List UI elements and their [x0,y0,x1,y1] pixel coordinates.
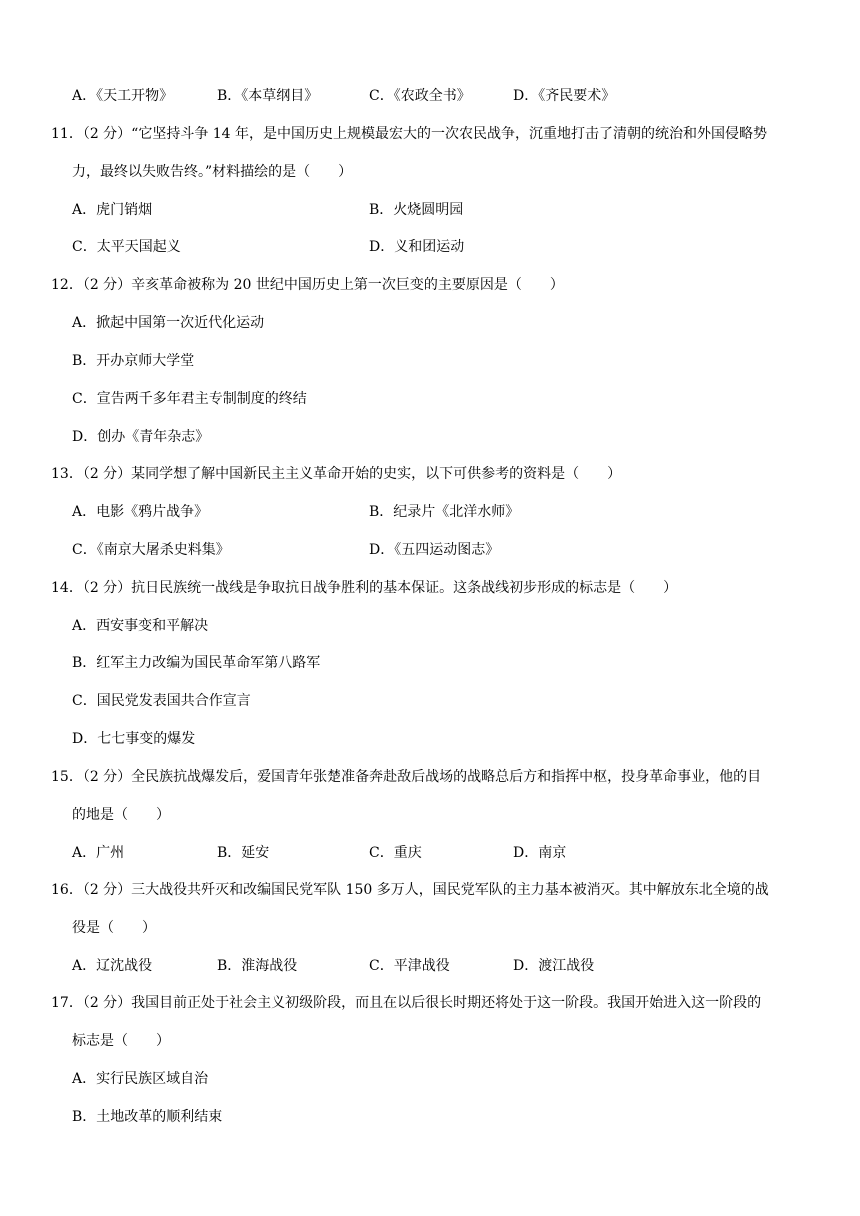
q16-option-d: D．渡江战役 [513,958,595,974]
q16-option-c: C．平津战役 [369,958,450,974]
q15-option-b: B．延安 [217,845,270,861]
q13-option-a: A．电影《鸦片战争》 [72,504,209,520]
q17-stem-line1: 17．（2 分）我国目前正处于社会主义初级阶段，而且在以后很长时期还将处于这一阶段。我国开始进入这一阶段的 [51,995,762,1011]
q15-option-a: A．广州 [72,845,125,861]
q16-options [72,956,792,976]
q12-option-d: D．创办《青年杂志》 [72,429,210,445]
q11-option-a: A．虎门销烟 [72,202,153,218]
q11-option-c: C．太平天国起义 [72,239,181,255]
q13-option-d: D．《五四运动图志》 [369,542,500,558]
q14-option-d: D．七七事变的爆发 [72,731,196,747]
q17-option-a: A．实行民族区域自治 [72,1071,209,1087]
q15-option-c: C．重庆 [369,845,422,861]
q10-option-a: A．《天工开物》 [72,88,174,104]
q14-option-c: C．国民党发表国共合作宣言 [72,693,251,709]
q13-options-row2 [72,540,792,560]
q15-stem-line2: 的地是（ ） [72,807,170,823]
q13-stem: 13．（2 分）某同学想了解中国新民主主义革命开始的史实，以下可供参考的资料是（ ） [51,466,622,482]
q15-option-d: D．南京 [513,845,567,861]
q11-stem-line2: 力，最终以失败告终。”材料描绘的是（ ） [72,164,353,180]
q16-option-a: A．辽沈战役 [72,958,153,974]
q15-options [72,843,792,863]
q10-option-c: C．《农政全书》 [369,88,471,104]
q11-options-row2 [72,237,792,257]
q16-option-b: B．淮海战役 [217,958,298,974]
q14-stem: 14．（2 分）抗日民族统一战线是争取抗日战争胜利的基本保证。这条战线初步形成的标志是（ ） [51,580,678,596]
q10-option-b: B．《本草纲目》 [217,88,319,104]
q10-option-d: D．《齐民要术》 [513,88,616,104]
q10-options [72,86,792,106]
q12-stem: 12．（2 分）辛亥革命被称为 20 世纪中国历史上第一次巨变的主要原因是（ ） [51,277,564,293]
q12-option-b: B．开办京师大学堂 [72,353,195,369]
q11-stem-line1: 11．（2 分）“它坚持斗争 14 年，是中国历史上规模最宏大的一次农民战争，沉重地打击了清朝的统治和外国侵略势 [51,126,768,142]
q16-stem-line2: 役是（ ） [72,920,156,936]
q11-option-b: B．火烧圆明园 [369,202,464,218]
q12-option-c: C．宣告两千多年君主专制制度的终结 [72,391,307,407]
q13-option-b: B．纪录片《北洋水师》 [369,504,520,520]
q17-option-b: B．土地改革的顺利结束 [72,1109,223,1125]
q14-option-a: A．西安事变和平解决 [72,618,209,634]
q13-option-c: C．《南京大屠杀史料集》 [72,542,230,558]
q15-stem-line1: 15．（2 分）全民族抗战爆发后，爱国青年张楚准备奔赴敌后战场的战略总后方和指挥中枢，投身革命事业，他的目 [51,769,762,785]
q11-option-d: D．义和团运动 [369,239,465,255]
q16-stem-line1: 16．（2 分）三大战役共歼灭和改编国民党军队 150 多万人，国民党军队的主力基本被消灭。其中解放东北全境的战 [51,882,769,898]
q12-option-a: A．掀起中国第一次近代化运动 [72,315,265,331]
q11-options-row1 [72,200,792,220]
q14-option-b: B．红军主力改编为国民革命军第八路军 [72,655,321,671]
q13-options-row1 [72,502,792,522]
q17-stem-line2: 标志是（ ） [72,1033,170,1049]
